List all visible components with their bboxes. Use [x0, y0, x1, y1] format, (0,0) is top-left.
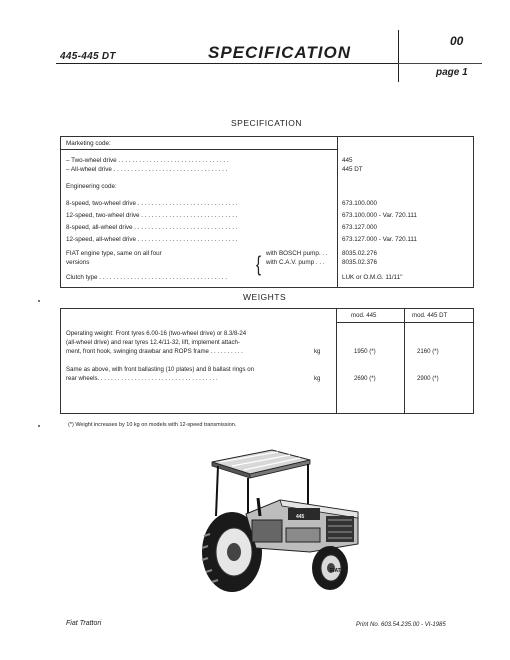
spec-row-value: 445 DT [342, 166, 363, 173]
weights-table [60, 308, 474, 414]
engine-option-bosch: with BOSCH pump. . . [266, 250, 328, 257]
spec-row-value: LUK or O.M.G. 11/11" [342, 274, 403, 281]
spec-row-label: 12-speed, two-wheel drive . . . . . . . . . . . . . . . . . . . . . . . . . . . . [66, 212, 238, 219]
weights-unit: kg [314, 348, 321, 355]
weights-footnote: (*) Weight increases by 10 kg on models with 12-speed transmission. [68, 422, 237, 428]
header-divider [398, 30, 399, 82]
engine-value-cav: 8035.02.376 [342, 259, 378, 266]
spec-row-label: 12-speed, all-wheel drive . . . . . . . . . . . . . . . . . . . . . . . . . . . . . [66, 236, 238, 243]
margin-mark [38, 425, 40, 427]
weights-row-text: rear wheels. . . . . . . . . . . . . . . . . . . . . . . . . . . . . . . . . . . . [66, 375, 218, 382]
engineering-code-heading: Engineering code: [66, 183, 117, 190]
spec-row-label: – All-wheel drive . . . . . . . . . . . . . . . . . . . . . . . . . . . . . . . . . [66, 166, 228, 173]
spec-row-value: 673.100.000 - Var. 720.111 [342, 212, 417, 219]
engine-option-cav: with C.A.V. pump . . . [266, 259, 325, 266]
spec-table-header-rule [60, 149, 337, 150]
model-code: 445-445 DT [60, 51, 116, 62]
weights-divider-1 [336, 308, 337, 414]
header-rule [56, 63, 398, 64]
footer-print-number: Print No. 603.54.235.00 - VI-1985 [356, 622, 446, 628]
margin-mark [38, 300, 40, 302]
weights-divider-2 [404, 308, 405, 414]
weights-row-text: (all-wheel drive) and rear tyres 12.4/11-32, lift, implement attach- [66, 339, 240, 346]
engine-value-bosch: 8035.02.276 [342, 250, 378, 257]
spec-row-value: 673.127.000 - Var. 720.111 [342, 236, 417, 243]
spec-table-divider [337, 136, 338, 288]
weights-col-header: mod. 445 DT [412, 312, 448, 319]
brace-icon: { [256, 252, 262, 277]
weights-unit: kg [314, 375, 321, 382]
weights-row-text: ment, front hook, swinging drawbar and ROPS frame . . . . . . . . . . [66, 348, 243, 355]
section-number: 00 [450, 34, 464, 48]
spec-row-label: Clutch type . . . . . . . . . . . . . . . . . . . . . . . . . . . . . . . . . . . . . [66, 274, 227, 281]
page-title: SPECIFICATION [208, 43, 352, 62]
weights-row-text: Same as above, with front ballasting (10 plates) and 8 ballast rings on [66, 366, 254, 373]
tractor-badge: 445 [296, 514, 305, 520]
engine-type-label: FIAT engine type, same on all four [66, 250, 162, 257]
spec-row-value: 673.100.000 [342, 200, 378, 207]
weights-header-rule [336, 322, 474, 323]
weights-value: 2160 (*) [417, 348, 439, 355]
spec-row-label: 8-speed, all-wheel drive . . . . . . . . . . . . . . . . . . . . . . . . . . . . . . [66, 224, 238, 231]
spec-row-label: 8-speed, two-wheel drive . . . . . . . . . . . . . . . . . . . . . . . . . . . . . [66, 200, 238, 207]
weights-row-text: Operating weight: Front tyres 6.00-16 (two-wheel drive) or 8.3/8-24 [66, 330, 247, 337]
weights-value: 2690 (*) [354, 375, 376, 382]
engine-type-label-2: versions [66, 259, 90, 266]
weights-section-title: WEIGHTS [243, 292, 287, 302]
header-rule-right [398, 63, 482, 64]
marketing-code-heading: Marketing code: [66, 140, 111, 147]
spec-section-title: SPECIFICATION [231, 118, 303, 128]
tractor-body [246, 498, 358, 552]
page-number: page 1 [436, 67, 468, 78]
spec-row-value: 673.127.000 [342, 224, 378, 231]
spec-row-label: – Two-wheel drive . . . . . . . . . . . . . . . . . . . . . . . . . . . . . . . . [66, 157, 229, 164]
weights-value: 1950 (*) [354, 348, 376, 355]
tractor-illustration [190, 448, 370, 600]
footer-publisher: Fiat Trattori [66, 620, 102, 627]
tractor-plate: FIAT [330, 568, 341, 574]
weights-value: 2900 (*) [417, 375, 439, 382]
weights-col-header: mod. 445 [351, 312, 377, 319]
spec-row-value: 445 [342, 157, 353, 164]
